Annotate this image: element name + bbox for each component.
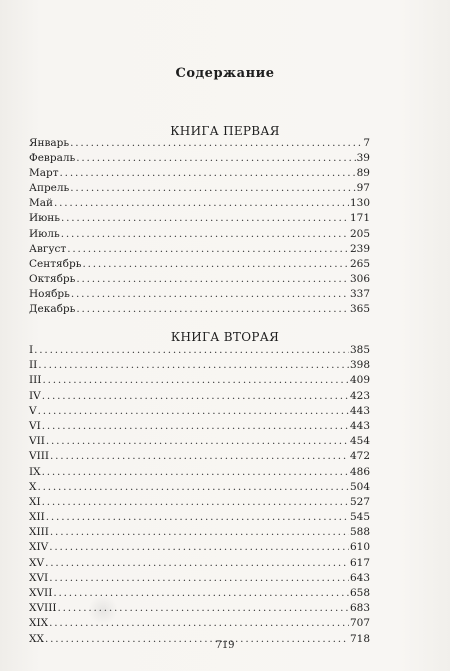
toc-entry: [29, 449, 370, 464]
book-1-heading: КНИГА ПЕРВАЯ: [170, 124, 280, 138]
toc-entry-label: XIII: [29, 526, 49, 539]
toc-book-2: [29, 343, 370, 647]
toc-entry-label: Ноябрь: [29, 287, 70, 300]
toc-entry: [29, 358, 370, 373]
dot-leader: [42, 465, 349, 480]
toc-entry: [29, 495, 370, 510]
dot-leader: [42, 495, 349, 510]
dot-leader: [46, 510, 349, 525]
toc-entry-label: XII: [29, 511, 45, 524]
toc-entry-page: 171: [349, 212, 370, 225]
dot-leader: [42, 389, 349, 404]
toc-entry-page: 306: [349, 272, 370, 285]
toc-entry-page: 443: [349, 419, 370, 432]
toc-entry: [29, 465, 370, 480]
toc-entry: [29, 211, 370, 226]
toc-entry-page: 707: [349, 617, 370, 630]
toc-entry-page: 718: [349, 632, 370, 645]
page-title: Содержание: [175, 66, 275, 81]
page-number: 719: [215, 640, 235, 651]
toc-entry-label: Июль: [29, 227, 60, 240]
toc-entry-label: VI: [29, 419, 41, 432]
dot-leader: [76, 151, 355, 166]
dot-leader: [76, 302, 349, 317]
dot-leader: [71, 287, 349, 302]
dot-leader: [46, 434, 349, 449]
toc-entry-page: 658: [349, 587, 370, 599]
toc-entry-label: II: [29, 359, 38, 372]
dot-leader: [38, 404, 349, 419]
toc-entry-page: 265: [349, 257, 370, 270]
toc-entry: [29, 302, 370, 317]
toc-entry-page: 643: [349, 571, 370, 584]
toc-entry-page: 205: [349, 227, 370, 240]
toc-entry-label: Сентябрь: [29, 257, 82, 270]
toc-book-1: [29, 136, 370, 317]
dot-leader: [70, 181, 355, 196]
toc-entry: [29, 419, 370, 434]
toc-entry-label: Январь: [29, 137, 70, 149]
toc-entry-label: XVIII: [29, 602, 57, 615]
toc-entry-page: 365: [349, 303, 370, 316]
toc-entry: [29, 616, 370, 631]
toc-entry: [29, 556, 370, 571]
dot-leader: [45, 556, 349, 571]
toc-entry: [29, 571, 370, 586]
toc-entry-label: XIX: [29, 617, 49, 630]
dot-leader: [53, 586, 349, 601]
toc-entry-label: Март: [29, 167, 59, 180]
toc-entry-label: XI: [29, 495, 41, 508]
toc-entry-label: Декабрь: [29, 303, 76, 316]
toc-entry-label: Октябрь: [29, 272, 76, 285]
toc-entry: [29, 287, 370, 302]
toc-entry: [29, 540, 370, 555]
toc-entry: [29, 480, 370, 495]
toc-entry-page: 398: [349, 359, 370, 372]
toc-entry-label: Апрель: [29, 182, 70, 195]
toc-entry-page: 527: [349, 495, 370, 508]
toc-entry-label: V: [29, 404, 37, 417]
toc-entry: [29, 601, 370, 616]
toc-entry-label: VIII: [29, 450, 50, 463]
toc-entry-label: IX: [29, 465, 41, 478]
dot-leader: [58, 601, 349, 616]
toc-entry-page: 486: [349, 465, 370, 478]
toc-entry-page: 683: [349, 602, 370, 615]
toc-entry-page: 89: [356, 167, 370, 180]
dot-leader: [49, 616, 349, 631]
toc-entry-page: 504: [349, 480, 370, 493]
toc-entry: [29, 257, 370, 272]
toc-entry-page: 130: [349, 197, 370, 210]
toc-entry: [29, 166, 370, 181]
dot-leader: [49, 571, 349, 586]
toc-entry-label: VII: [29, 435, 45, 448]
toc-entry-page: 239: [349, 242, 370, 255]
dot-leader: [54, 196, 349, 211]
toc-entry: [29, 373, 370, 388]
toc-entry-label: X: [29, 480, 37, 493]
dot-leader: [82, 257, 349, 272]
toc-entry-label: Август: [29, 242, 67, 255]
toc-entry: [29, 389, 370, 404]
toc-entry: [29, 343, 370, 358]
dot-leader: [50, 449, 349, 464]
toc-entry-page: 617: [349, 556, 370, 569]
toc-entry: [29, 151, 370, 166]
dot-leader: [61, 227, 349, 242]
toc-entry: [29, 196, 370, 211]
dot-leader: [49, 540, 349, 555]
toc-entry-page: 385: [349, 344, 370, 356]
toc-entry-page: 454: [349, 435, 370, 448]
toc-entry-label: XX: [29, 632, 44, 645]
dot-leader: [76, 272, 349, 287]
toc-entry: [29, 404, 370, 419]
toc-entry-page: 545: [349, 511, 370, 524]
toc-entry: [29, 227, 370, 242]
toc-entry: [29, 136, 370, 151]
dot-leader: [34, 343, 349, 358]
toc-entry: [29, 181, 370, 196]
dot-leader: [37, 480, 348, 495]
dot-leader: [42, 419, 349, 434]
dot-leader: [70, 136, 362, 151]
toc-entry-label: Май: [29, 197, 54, 210]
toc-entry-page: 409: [349, 374, 370, 387]
toc-entry: [29, 525, 370, 540]
toc-entry-label: Июнь: [29, 212, 61, 225]
toc-entry-page: 423: [349, 389, 370, 402]
dot-leader: [42, 373, 349, 388]
toc-entry: [29, 272, 370, 287]
toc-entry-label: XVII: [29, 587, 53, 599]
dot-leader: [38, 358, 349, 373]
toc-entry: [29, 242, 370, 257]
toc-entry-label: Февраль: [29, 152, 76, 165]
toc-entry-page: 7: [363, 137, 370, 149]
toc-entry-label: XVI: [29, 571, 49, 584]
dot-leader: [61, 211, 349, 226]
dot-leader: [50, 525, 349, 540]
toc-entry-page: 337: [349, 287, 370, 300]
toc-entry: [29, 510, 370, 525]
toc-entry-label: III: [29, 374, 42, 387]
toc-entry-label: XIV: [29, 541, 49, 554]
book-2-heading: КНИГА ВТОРАЯ: [170, 330, 280, 344]
toc-entry-label: I: [29, 344, 34, 356]
dot-leader: [60, 166, 356, 181]
toc-entry-page: 443: [349, 404, 370, 417]
toc-entry-label: XV: [29, 556, 45, 569]
toc-entry-label: IV: [29, 389, 41, 402]
toc-entry-page: 588: [349, 526, 370, 539]
toc-entry-page: 472: [349, 450, 370, 463]
toc-entry-page: 97: [356, 182, 370, 195]
toc-entry: [29, 434, 370, 449]
toc-entry-page: 39: [356, 152, 370, 165]
dot-leader: [67, 242, 349, 257]
toc-entry-page: 610: [349, 541, 370, 554]
toc-entry: [29, 586, 370, 601]
